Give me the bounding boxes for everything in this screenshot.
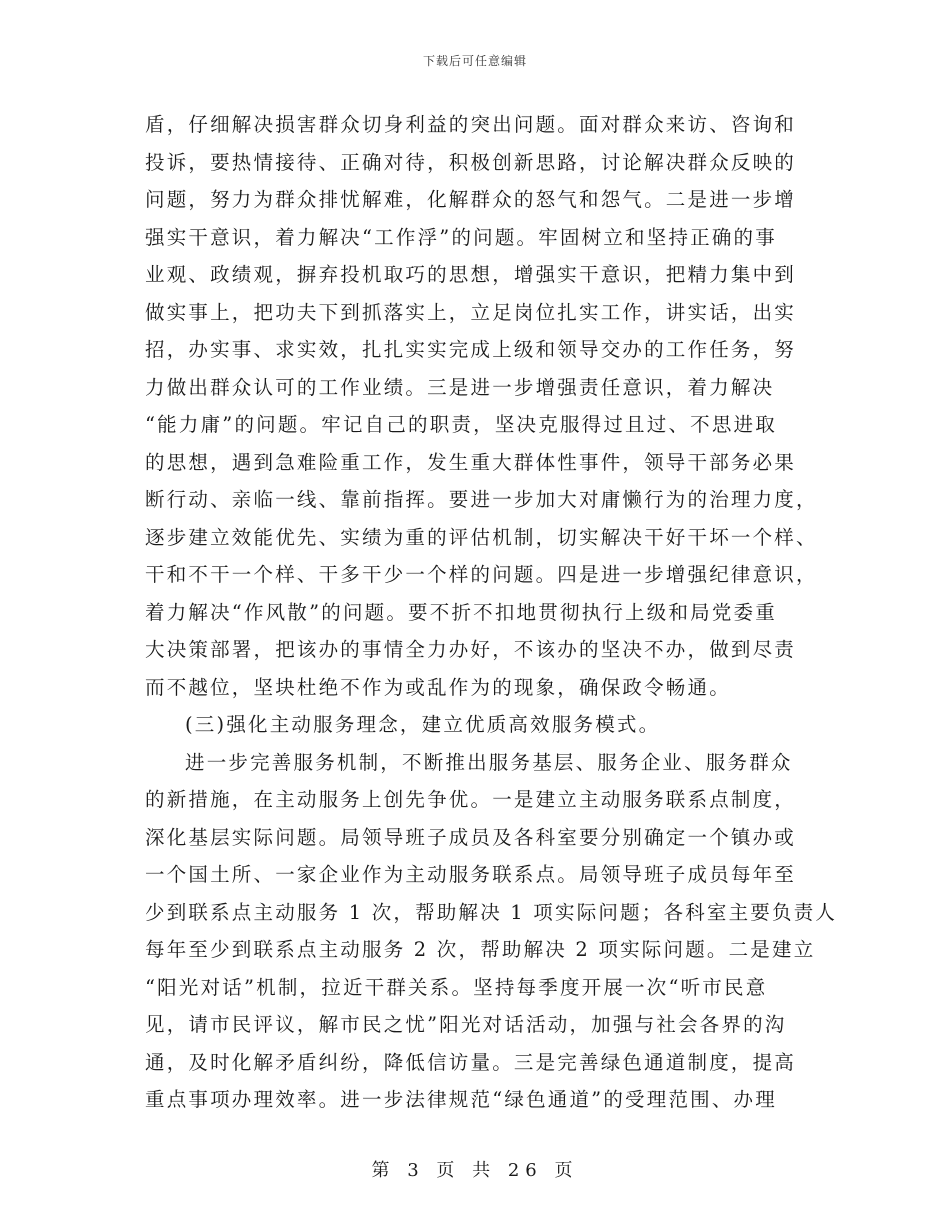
text-line: 重点事项办理效率。进一步法律规范“绿色通道”的受理范围、办理 — [145, 1088, 777, 1111]
text-line: 少到联系点主动服务 1 次，帮助解决 1 项实际问题；各科室主要负责人 — [145, 900, 838, 924]
text-line: 做实事上，把功夫下到抓落实上，立足岗位扎实工作，讲实话，出实 — [145, 300, 797, 324]
text-line: 而不越位，坚块杜绝不作为或乱作为的现象，确保政令畅通。 — [145, 675, 731, 699]
text-line: 见，请市民评议，解市民之忧”阳光对话活动，加强与社会各界的沟 — [145, 1013, 787, 1036]
page-header: 下载后可任意编辑 — [422, 54, 527, 68]
text-line: 每年至少到联系点主动服务 2 次，帮助解决 2 项实际问题。二是建立 — [145, 938, 816, 961]
text-line: 着力解决“作风散”的问题。要不折不扣地贯彻执行上级和局党委重 — [145, 600, 777, 624]
text-line: 投诉，要热情接待、正确对待，积极创新思路，讨论解决群众反映的 — [145, 150, 797, 174]
text-line: 逐步建立效能优先、实绩为重的评估机制，切实解决干好干坏一个样、 — [145, 525, 818, 549]
text-line: 业观、政绩观，摒弃投机取巧的思想，增强实干意识，把精力集中到 — [145, 263, 797, 286]
text-line: 大决策部署，把该办的事情全力办好，不该办的坚决不办，做到尽责 — [145, 638, 797, 661]
text-line: 招，办实事、求实效，扎扎实实完成上级和领导交办的工作任务，努 — [145, 338, 797, 361]
section-heading: (三)强化主动服务理念，建立优质高效服务模式。 — [185, 713, 661, 736]
page-number: 第 3 页 共 26 页 — [371, 1160, 579, 1181]
text-line: 强实干意识，着力解决“工作浮”的问题。牢固树立和坚持正确的事 — [145, 225, 777, 249]
text-line: 深化基层实际问题。局领导班子成员及各科室要分别确定一个镇办或 — [145, 825, 797, 849]
text-line: 的新措施，在主动服务上创先争优。一是建立主动服务联系点制度， — [145, 788, 797, 811]
text-line: 通，及时化解矛盾纠纷，降低信访量。三是完善绿色通道制度，提高 — [145, 1050, 797, 1074]
paragraph-first-line: 进一步完善服务机制，不断推出服务基层、服务企业、服务群众 — [185, 750, 793, 774]
text-line: 断行动、亲临一线、靠前指挥。要进一步加大对庸懒行为的治理力度， — [145, 488, 818, 511]
text-line: 干和不干一个样、干多干少一个样的问题。四是进一步增强纪律意识， — [145, 563, 818, 586]
text-line: “能力庸”的问题。牢记自己的职责，坚决克服得过且过、不思进取 — [145, 413, 777, 436]
text-line: 力做出群众认可的工作业绩。三是进一步增强责任意识，着力解决 — [145, 375, 775, 399]
text-line: 的思想，遇到急难险重工作，发生重大群体性事件，领导干部务必果 — [145, 450, 797, 474]
text-line: 一个国土所、一家企业作为主动服务联系点。局领导班子成员每年至 — [145, 863, 797, 886]
text-line: 盾，仔细解决损害群众切身利益的突出问题。面对群众来访、咨询和 — [145, 113, 797, 136]
document-body — [145, 106, 838, 1119]
text-line: “阳光对话”机制，拉近干群关系。坚持每季度开展一次“听市民意 — [145, 975, 768, 999]
text-line: 问题，努力为群众排忧解难，化解群众的怒气和怨气。二是进一步增 — [145, 188, 797, 211]
